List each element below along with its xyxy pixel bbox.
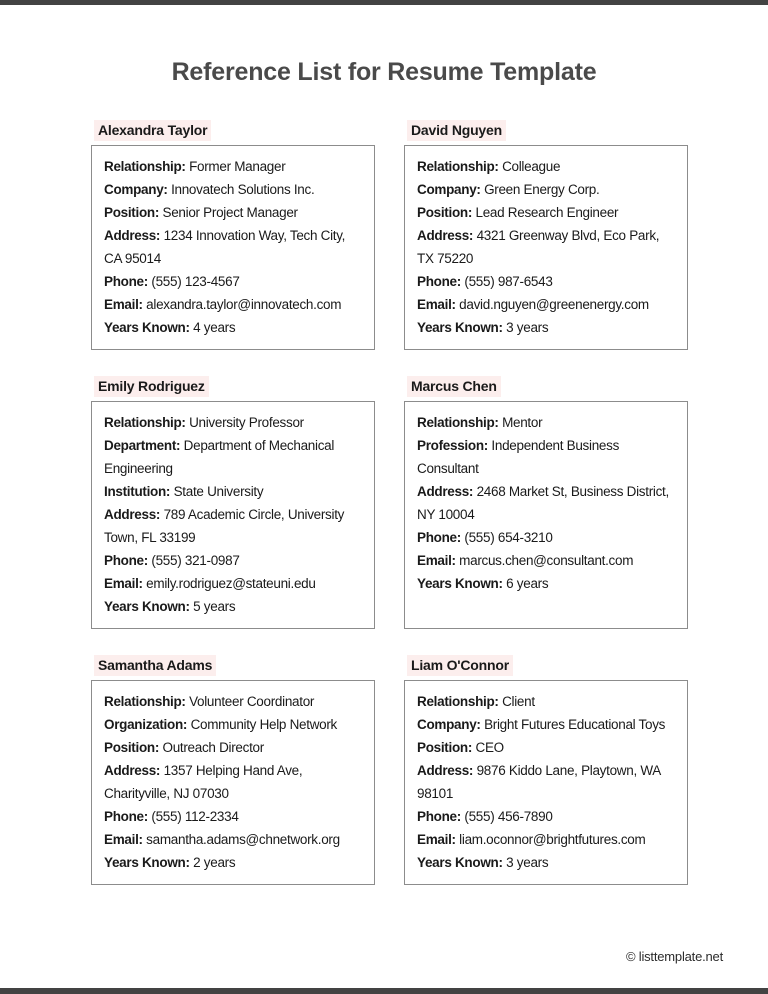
reference-field — [104, 736, 362, 759]
reference-details-box — [91, 401, 375, 629]
field-label: Phone: — [417, 274, 461, 289]
reference-card — [404, 120, 688, 350]
field-label: Phone: — [104, 553, 148, 568]
reference-field — [417, 201, 675, 224]
field-label: Relationship: — [104, 159, 186, 174]
reference-field — [417, 178, 675, 201]
field-label: Position: — [417, 740, 473, 755]
reference-field — [104, 713, 362, 736]
reference-name: David Nguyen — [407, 120, 506, 141]
reference-field — [104, 805, 362, 828]
reference-name: Liam O'Connor — [407, 655, 513, 676]
reference-field — [104, 224, 362, 270]
field-label: Position: — [417, 205, 473, 220]
reference-name: Samantha Adams — [94, 655, 216, 676]
reference-field — [417, 759, 675, 805]
reference-details-box — [404, 680, 688, 885]
field-value: liam.oconnor@brightfutures.com — [459, 832, 646, 847]
reference-details-box — [91, 145, 375, 350]
reference-card — [91, 655, 375, 885]
reference-field — [417, 224, 675, 270]
field-label: Years Known: — [104, 855, 190, 870]
field-label: Address: — [417, 228, 474, 243]
field-value: (555) 112-2334 — [151, 809, 239, 824]
field-label: Company: — [104, 182, 168, 197]
field-value: 1234 Innovation Way, Tech City, CA 95014 — [104, 228, 346, 266]
field-value: Innovatech Solutions Inc. — [171, 182, 315, 197]
reference-field — [417, 316, 675, 339]
field-label: Relationship: — [104, 694, 186, 709]
reference-details-box — [91, 680, 375, 885]
bottom-border-bar — [0, 988, 768, 994]
field-value: 4 years — [193, 320, 236, 335]
reference-field — [417, 155, 675, 178]
field-value: Colleague — [502, 159, 561, 174]
field-value: 2468 Market St, Business District, NY 10004 — [417, 484, 669, 522]
reference-field — [417, 270, 675, 293]
field-value: 2 years — [193, 855, 236, 870]
reference-field — [104, 434, 362, 480]
reference-field — [104, 480, 362, 503]
reference-field — [104, 316, 362, 339]
reference-field — [104, 549, 362, 572]
field-value: 9876 Kiddo Lane, Playtown, WA 98101 — [417, 763, 661, 801]
reference-details-box — [404, 145, 688, 350]
field-label: Relationship: — [417, 694, 499, 709]
field-label: Institution: — [104, 484, 171, 499]
field-label: Years Known: — [104, 320, 190, 335]
reference-field — [417, 690, 675, 713]
reference-card — [91, 120, 375, 350]
field-value: Former Manager — [189, 159, 286, 174]
field-value: 3 years — [506, 320, 549, 335]
footer-credit: © listtemplate.net — [625, 949, 723, 964]
field-value: (555) 987-6543 — [464, 274, 553, 289]
field-label: Email: — [417, 553, 456, 568]
field-value: samantha.adams@chnetwork.org — [146, 832, 340, 847]
field-value: Volunteer Coordinator — [189, 694, 315, 709]
field-value: (555) 456-7890 — [464, 809, 553, 824]
field-label: Years Known: — [417, 320, 503, 335]
reference-field — [104, 178, 362, 201]
reference-field — [104, 293, 362, 316]
field-value: Independent Business Consultant — [417, 438, 620, 476]
references-grid — [91, 120, 768, 885]
reference-field — [104, 595, 362, 618]
reference-field — [417, 549, 675, 572]
field-value: (555) 123-4567 — [151, 274, 240, 289]
field-label: Department: — [104, 438, 181, 453]
reference-field — [417, 572, 675, 595]
field-label: Position: — [104, 205, 160, 220]
reference-field — [104, 155, 362, 178]
field-label: Company: — [417, 182, 481, 197]
field-value: Department of Mechanical Engineering — [104, 438, 335, 476]
reference-field — [417, 713, 675, 736]
reference-field — [104, 411, 362, 434]
reference-field — [417, 411, 675, 434]
field-label: Email: — [417, 297, 456, 312]
reference-field — [104, 201, 362, 224]
reference-field — [417, 805, 675, 828]
field-label: Relationship: — [417, 159, 499, 174]
field-label: Relationship: — [104, 415, 186, 430]
reference-field — [417, 293, 675, 316]
field-label: Address: — [104, 763, 161, 778]
field-value: Mentor — [502, 415, 543, 430]
reference-name: Alexandra Taylor — [94, 120, 211, 141]
field-value: 1357 Helping Hand Ave, Charityville, NJ 07030 — [104, 763, 303, 801]
reference-name: Marcus Chen — [407, 376, 501, 397]
reference-field — [417, 526, 675, 549]
field-label: Years Known: — [417, 576, 503, 591]
reference-name: Emily Rodriguez — [94, 376, 209, 397]
reference-field — [104, 759, 362, 805]
field-value: alexandra.taylor@innovatech.com — [146, 297, 342, 312]
field-value: 4321 Greenway Blvd, Eco Park, TX 75220 — [417, 228, 660, 266]
field-value: david.nguyen@greenenergy.com — [459, 297, 649, 312]
field-value: Community Help Network — [190, 717, 338, 732]
field-label: Position: — [104, 740, 160, 755]
reference-field — [417, 851, 675, 874]
reference-field — [417, 480, 675, 526]
field-value: (555) 654-3210 — [464, 530, 553, 545]
top-border-bar — [0, 0, 768, 5]
field-value: Outreach Director — [162, 740, 264, 755]
reference-field — [417, 828, 675, 851]
reference-field — [104, 270, 362, 293]
field-value: emily.rodriguez@stateuni.edu — [146, 576, 316, 591]
field-label: Organization: — [104, 717, 188, 732]
reference-field — [417, 736, 675, 759]
field-value: 3 years — [506, 855, 549, 870]
field-label: Company: — [417, 717, 481, 732]
field-label: Phone: — [104, 274, 148, 289]
field-label: Phone: — [417, 809, 461, 824]
field-value: Senior Project Manager — [162, 205, 298, 220]
reference-card — [404, 376, 688, 629]
field-label: Email: — [104, 832, 143, 847]
page-title: Reference List for Resume Template — [171, 58, 597, 86]
field-label: Email: — [104, 576, 143, 591]
field-value: Bright Futures Educational Toys — [484, 717, 666, 732]
reference-card — [91, 376, 375, 629]
field-value: Client — [502, 694, 535, 709]
field-label: Relationship: — [417, 415, 499, 430]
reference-field — [104, 503, 362, 549]
field-value: University Professor — [189, 415, 304, 430]
field-value: Lead Research Engineer — [475, 205, 619, 220]
reference-details-box — [404, 401, 688, 629]
field-label: Phone: — [417, 530, 461, 545]
field-label: Email: — [104, 297, 143, 312]
field-value: State University — [173, 484, 264, 499]
field-value: Green Energy Corp. — [484, 182, 600, 197]
reference-field — [104, 572, 362, 595]
field-label: Address: — [417, 484, 474, 499]
field-label: Address: — [104, 507, 161, 522]
reference-field — [417, 434, 675, 480]
field-value: CEO — [475, 740, 504, 755]
field-value: 5 years — [193, 599, 236, 614]
field-label: Years Known: — [417, 855, 503, 870]
field-label: Profession: — [417, 438, 488, 453]
reference-field — [104, 690, 362, 713]
field-value: 6 years — [506, 576, 549, 591]
field-label: Years Known: — [104, 599, 190, 614]
field-label: Address: — [417, 763, 474, 778]
field-label: Address: — [104, 228, 161, 243]
reference-field — [104, 828, 362, 851]
field-label: Phone: — [104, 809, 148, 824]
field-value: marcus.chen@consultant.com — [459, 553, 634, 568]
field-value: 789 Academic Circle, University Town, FL 33199 — [104, 507, 345, 545]
field-value: (555) 321-0987 — [151, 553, 240, 568]
reference-card — [404, 655, 688, 885]
field-label: Email: — [417, 832, 456, 847]
reference-field — [104, 851, 362, 874]
